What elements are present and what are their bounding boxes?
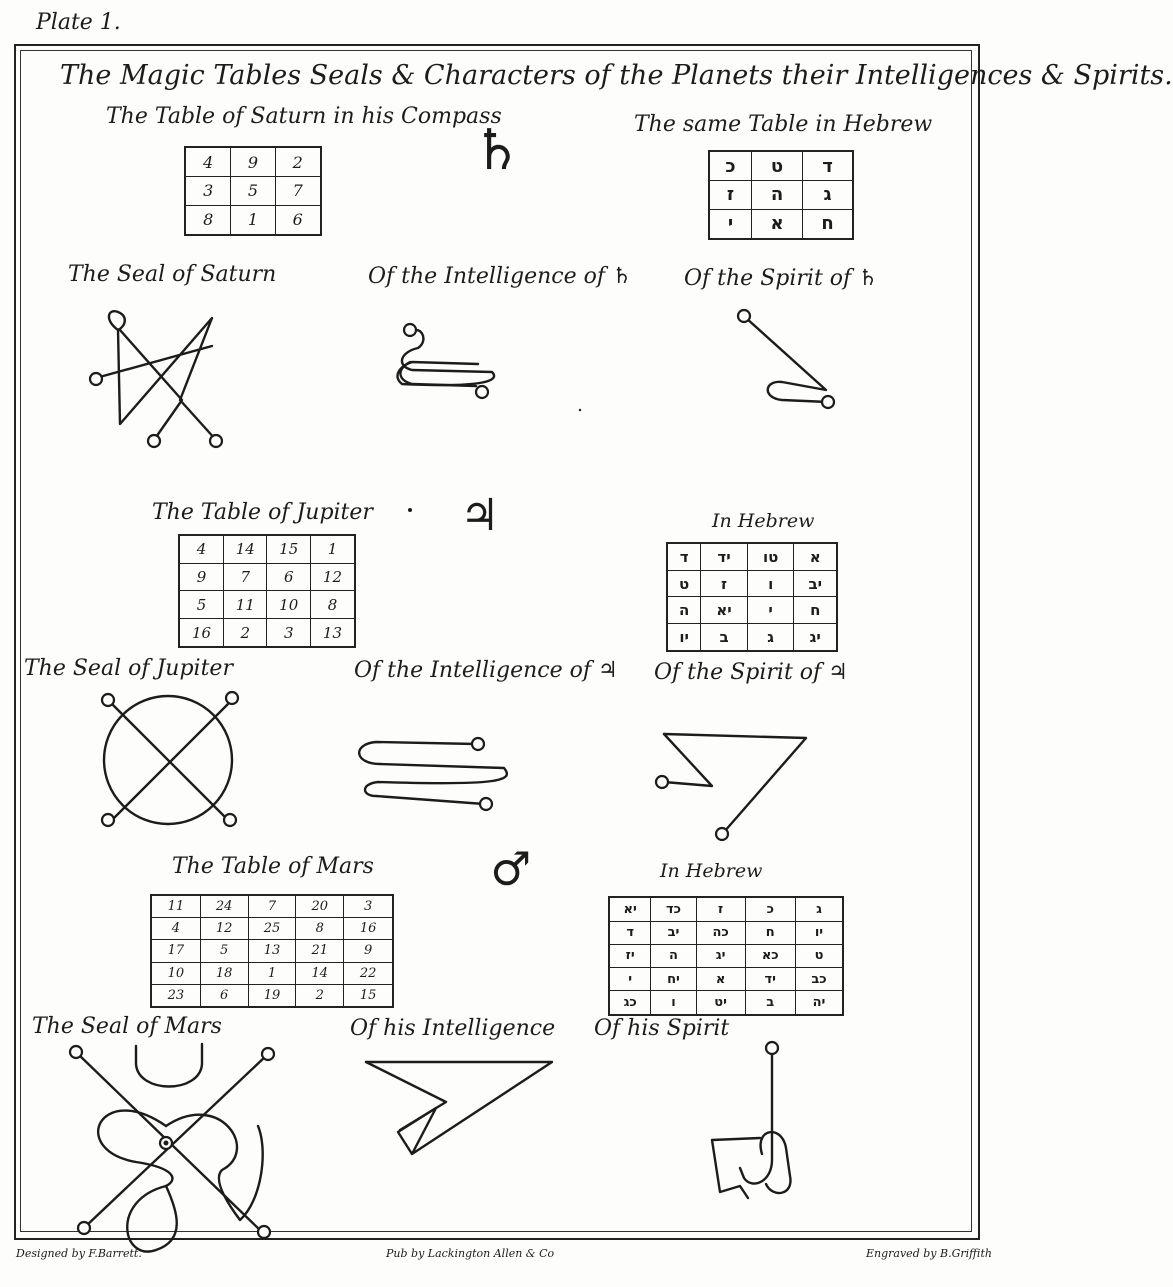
engraver-credit: Engraved by B.Griffith [866,1247,992,1260]
jupiter-seal-caption: The Seal of Jupiter [24,656,233,681]
table-cell: ט [795,944,843,967]
table-cell: ח [794,597,837,624]
table-cell: 7 [275,177,321,206]
table-cell: כד [651,897,696,921]
table-cell: 16 [344,918,393,940]
saturn-seal-sigil [90,311,222,447]
table-cell: 4 [185,147,231,177]
table-cell: 5 [200,940,248,962]
table-cell: 3 [185,177,231,206]
saturn-seal-caption: The Seal of Saturn [68,262,277,287]
table-cell: ט [667,570,701,597]
table-cell: 7 [248,895,296,918]
table-cell: כא [745,944,795,967]
table-cell: 22 [344,962,393,984]
table-cell: ה [651,944,696,967]
jupiter-seal-sigil [102,692,238,826]
table-cell: 21 [296,940,344,962]
table-cell: 16 [179,619,224,647]
table-cell: 10 [267,591,310,619]
table-cell: ד [667,543,701,570]
table-cell: 17 [151,940,200,962]
table-cell: טו [747,543,794,570]
saturn-intelligence-caption: Of the Intelligence of ♄ [368,264,632,289]
table-cell: ח [745,921,795,944]
table-cell: 9 [179,563,224,591]
table-cell: 18 [200,962,248,984]
table-cell: 4 [151,918,200,940]
jupiter-table-caption: The Table of Jupiter [152,500,373,525]
table-cell: יד [745,968,795,991]
table-cell: כ [745,897,795,921]
table-cell: י [747,597,794,624]
table-cell: יג [696,944,745,967]
table-cell: 3 [267,619,310,647]
saturn-hebrew-caption: The same Table in Hebrew [634,112,933,137]
table-cell: 1 [231,205,275,235]
table-cell: 1 [248,962,296,984]
table-cell: ג [803,181,853,210]
table-cell: ג [747,624,794,651]
table-cell: ו [651,991,696,1015]
saturn-table-caption: The Table of Saturn in his Compass [106,104,502,129]
table-cell: 9 [344,940,393,962]
table-cell: כ [709,151,751,181]
mars-intelligence-caption: Of his Intelligence [350,1016,556,1041]
table-cell: יד [701,543,748,570]
mars-seal-caption: The Seal of Mars [32,1014,222,1039]
jupiter-intelligence-sigil [359,738,507,810]
table-cell: 25 [248,918,296,940]
table-cell: ז [709,181,751,210]
table-cell: 9 [231,147,275,177]
table-cell: 2 [224,619,267,647]
table-cell: 13 [248,940,296,962]
table-cell: 2 [296,984,344,1007]
table-cell: ב [701,624,748,651]
saturn-spirit-sigil [738,310,834,408]
table-cell: 24 [200,895,248,918]
table-cell: 5 [179,591,224,619]
table-cell: ה [667,597,701,624]
table-cell: ו [747,570,794,597]
table-cell: 19 [248,984,296,1007]
table-cell: 8 [310,591,355,619]
table-cell: 8 [296,918,344,940]
table-cell: 12 [200,918,248,940]
saturn-intelligence-sigil [397,324,494,398]
table-cell: 5 [231,177,275,206]
table-cell: 1 [310,535,355,563]
designer-credit: Designed by F.Barrett. [16,1247,142,1260]
table-cell: יו [795,921,843,944]
plate-label: Plate 1. [36,10,121,35]
mars-seal-sigil [70,1044,274,1252]
mars-spirit-caption: Of his Spirit [594,1016,730,1041]
table-cell: כב [795,968,843,991]
table-cell: 10 [151,962,200,984]
table-cell: 6 [200,984,248,1007]
table-cell: א [751,209,802,239]
jupiter-spirit-sigil [656,734,806,840]
mars-hebrew-caption: In Hebrew [660,860,763,882]
table-cell: ב [745,991,795,1015]
mars-symbol-icon: ♂ [490,842,532,896]
table-cell: 8 [185,205,231,235]
mars-intelligence-sigil [366,1062,552,1154]
table-cell: יח [651,968,696,991]
table-cell: יו [667,624,701,651]
mars-spirit-sigil [712,1042,790,1198]
table-cell: יה [795,991,843,1015]
publisher-credit: Pub by Lackington Allen & Co [386,1247,555,1260]
table-cell: 7 [224,563,267,591]
table-cell: ז [701,570,748,597]
table-cell: כה [696,921,745,944]
table-cell: ה [751,181,802,210]
saturn-spirit-caption: Of the Spirit of ♄ [684,266,878,291]
table-cell: א [794,543,837,570]
jupiter-symbol-icon: ♃ [460,490,500,541]
table-cell: יב [794,570,837,597]
table-cell: יב [651,921,696,944]
table-cell: ד [609,921,651,944]
table-cell: יג [794,624,837,651]
table-cell: 15 [267,535,310,563]
jupiter-hebrew-caption: In Hebrew [712,510,815,532]
table-cell: 2 [275,147,321,177]
table-cell: 13 [310,619,355,647]
table-cell: ז [696,897,745,921]
plate-title: The Magic Tables Seals & Characters of the Planets their Intelligences & Spirits. [60,60,1173,91]
jupiter-spirit-caption: Of the Spirit of ♃ [654,660,848,685]
table-cell: 6 [275,205,321,235]
table-cell: י [709,209,751,239]
table-cell: 6 [267,563,310,591]
table-cell: 11 [151,895,200,918]
table-cell: ח [803,209,853,239]
table-cell: יט [696,991,745,1015]
table-cell: 15 [344,984,393,1007]
table-cell: 14 [224,535,267,563]
table-cell: 14 [296,962,344,984]
jupiter-intelligence-caption: Of the Intelligence of ♃ [354,658,618,683]
table-cell: יא [609,897,651,921]
table-cell: 4 [179,535,224,563]
mars-table-caption: The Table of Mars [172,854,374,879]
table-cell: ט [751,151,802,181]
table-cell: ג [795,897,843,921]
table-cell: י [609,968,651,991]
table-cell: 12 [310,563,355,591]
table-cell: 3 [344,895,393,918]
table-cell: 20 [296,895,344,918]
saturn-symbol-icon: ♄ [472,118,523,183]
table-cell: כג [609,991,651,1015]
table-cell: יא [701,597,748,624]
table-cell: 11 [224,591,267,619]
table-cell: א [696,968,745,991]
table-cell: 23 [151,984,200,1007]
table-cell: ד [803,151,853,181]
table-cell: יז [609,944,651,967]
